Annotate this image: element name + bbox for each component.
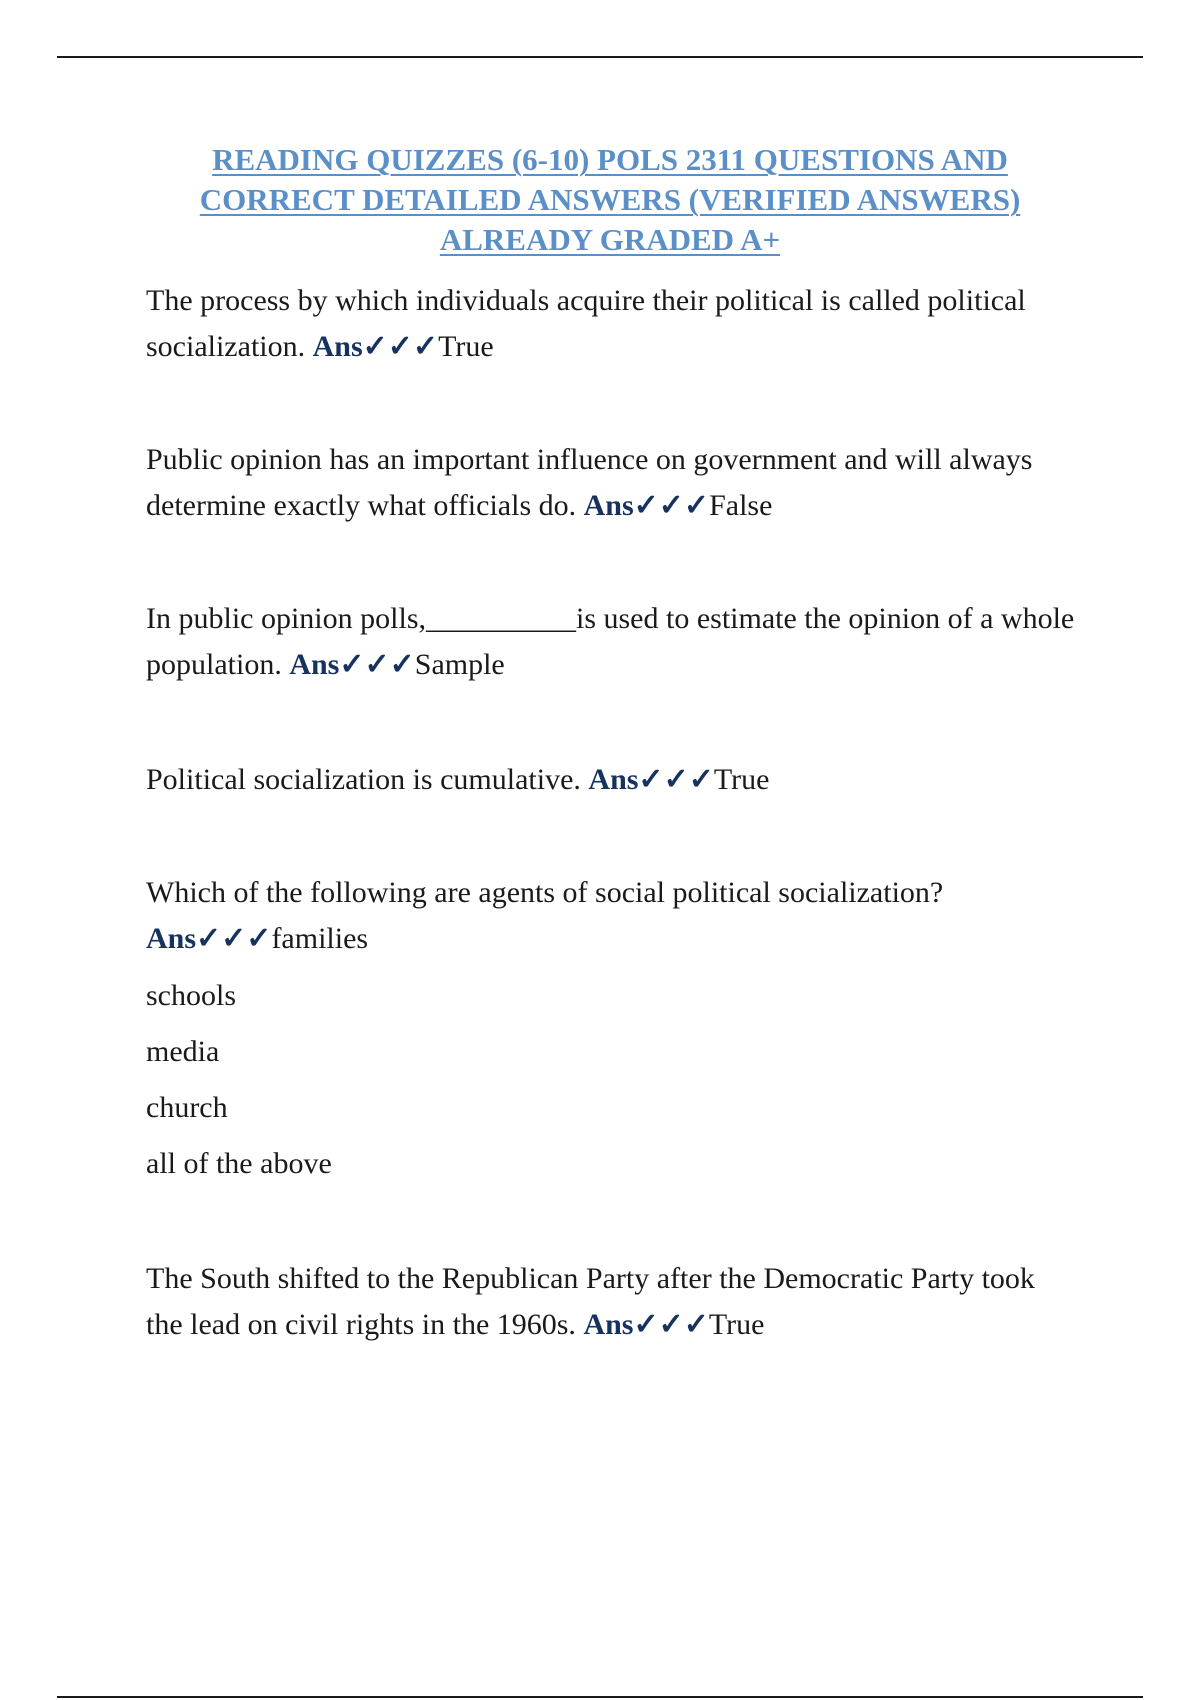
answer-text: True bbox=[713, 763, 770, 796]
question-block bbox=[146, 437, 1076, 529]
answer-text: True bbox=[708, 1308, 765, 1341]
question-text bbox=[146, 278, 1076, 370]
ans-marker: Ans✓✓✓ bbox=[289, 648, 415, 681]
question-text bbox=[146, 1256, 1076, 1348]
answer-options bbox=[146, 968, 1076, 1192]
ans-marker: Ans✓✓✓ bbox=[588, 763, 714, 796]
question-text bbox=[146, 870, 1076, 962]
ans-marker: Ans✓✓✓ bbox=[583, 1308, 709, 1341]
ans-marker: Ans✓✓✓ bbox=[312, 330, 439, 363]
ans-marker: Ans✓✓✓ bbox=[146, 922, 272, 955]
title-line-3: ALREADY GRADED A+ bbox=[439, 222, 781, 257]
list-item: schools bbox=[146, 979, 236, 1012]
ans-marker: Ans✓✓✓ bbox=[583, 489, 710, 522]
list-item: media bbox=[146, 1035, 220, 1068]
bottom-rule bbox=[57, 1696, 1143, 1698]
question-prompt: Which of the following are agents of social political socialization? bbox=[146, 876, 944, 909]
title-line-2: CORRECT DETAILED ANSWERS (VERIFIED ANSWERS) bbox=[199, 182, 1021, 217]
question-prompt: The process by which individuals acquire their political is called political socialization. bbox=[146, 284, 1026, 363]
question-text bbox=[146, 757, 1076, 803]
answer-text: Sample bbox=[414, 648, 505, 681]
question-text bbox=[146, 437, 1076, 529]
question-prompt: Public opinion has an important influence on government and will always determine exactly what officials do. bbox=[146, 443, 1033, 522]
question-block bbox=[146, 596, 1076, 688]
question-block bbox=[146, 278, 1076, 370]
question-block bbox=[146, 870, 1076, 1192]
document-title bbox=[150, 140, 1070, 260]
answer-text: True bbox=[438, 330, 494, 363]
list-item: church bbox=[146, 1091, 228, 1124]
question-block bbox=[146, 757, 1076, 803]
list-item: all of the above bbox=[146, 1147, 332, 1180]
answer-text: False bbox=[709, 489, 773, 522]
question-prompt: The South shifted to the Republican Party after the Democratic Party took the lead on civil rights in the 1960s. bbox=[146, 1262, 1035, 1341]
question-prompt: In public opinion polls,__________is used to estimate the opinion of a whole population. bbox=[146, 602, 1075, 681]
top-rule bbox=[57, 56, 1143, 58]
question-block bbox=[146, 1256, 1076, 1348]
question-prompt: Political socialization is cumulative. bbox=[146, 763, 589, 796]
question-text bbox=[146, 596, 1076, 688]
title-line-1: READING QUIZZES (6-10) POLS 2311 QUESTIONS AND bbox=[212, 142, 1008, 177]
answer-text: families bbox=[271, 922, 369, 955]
